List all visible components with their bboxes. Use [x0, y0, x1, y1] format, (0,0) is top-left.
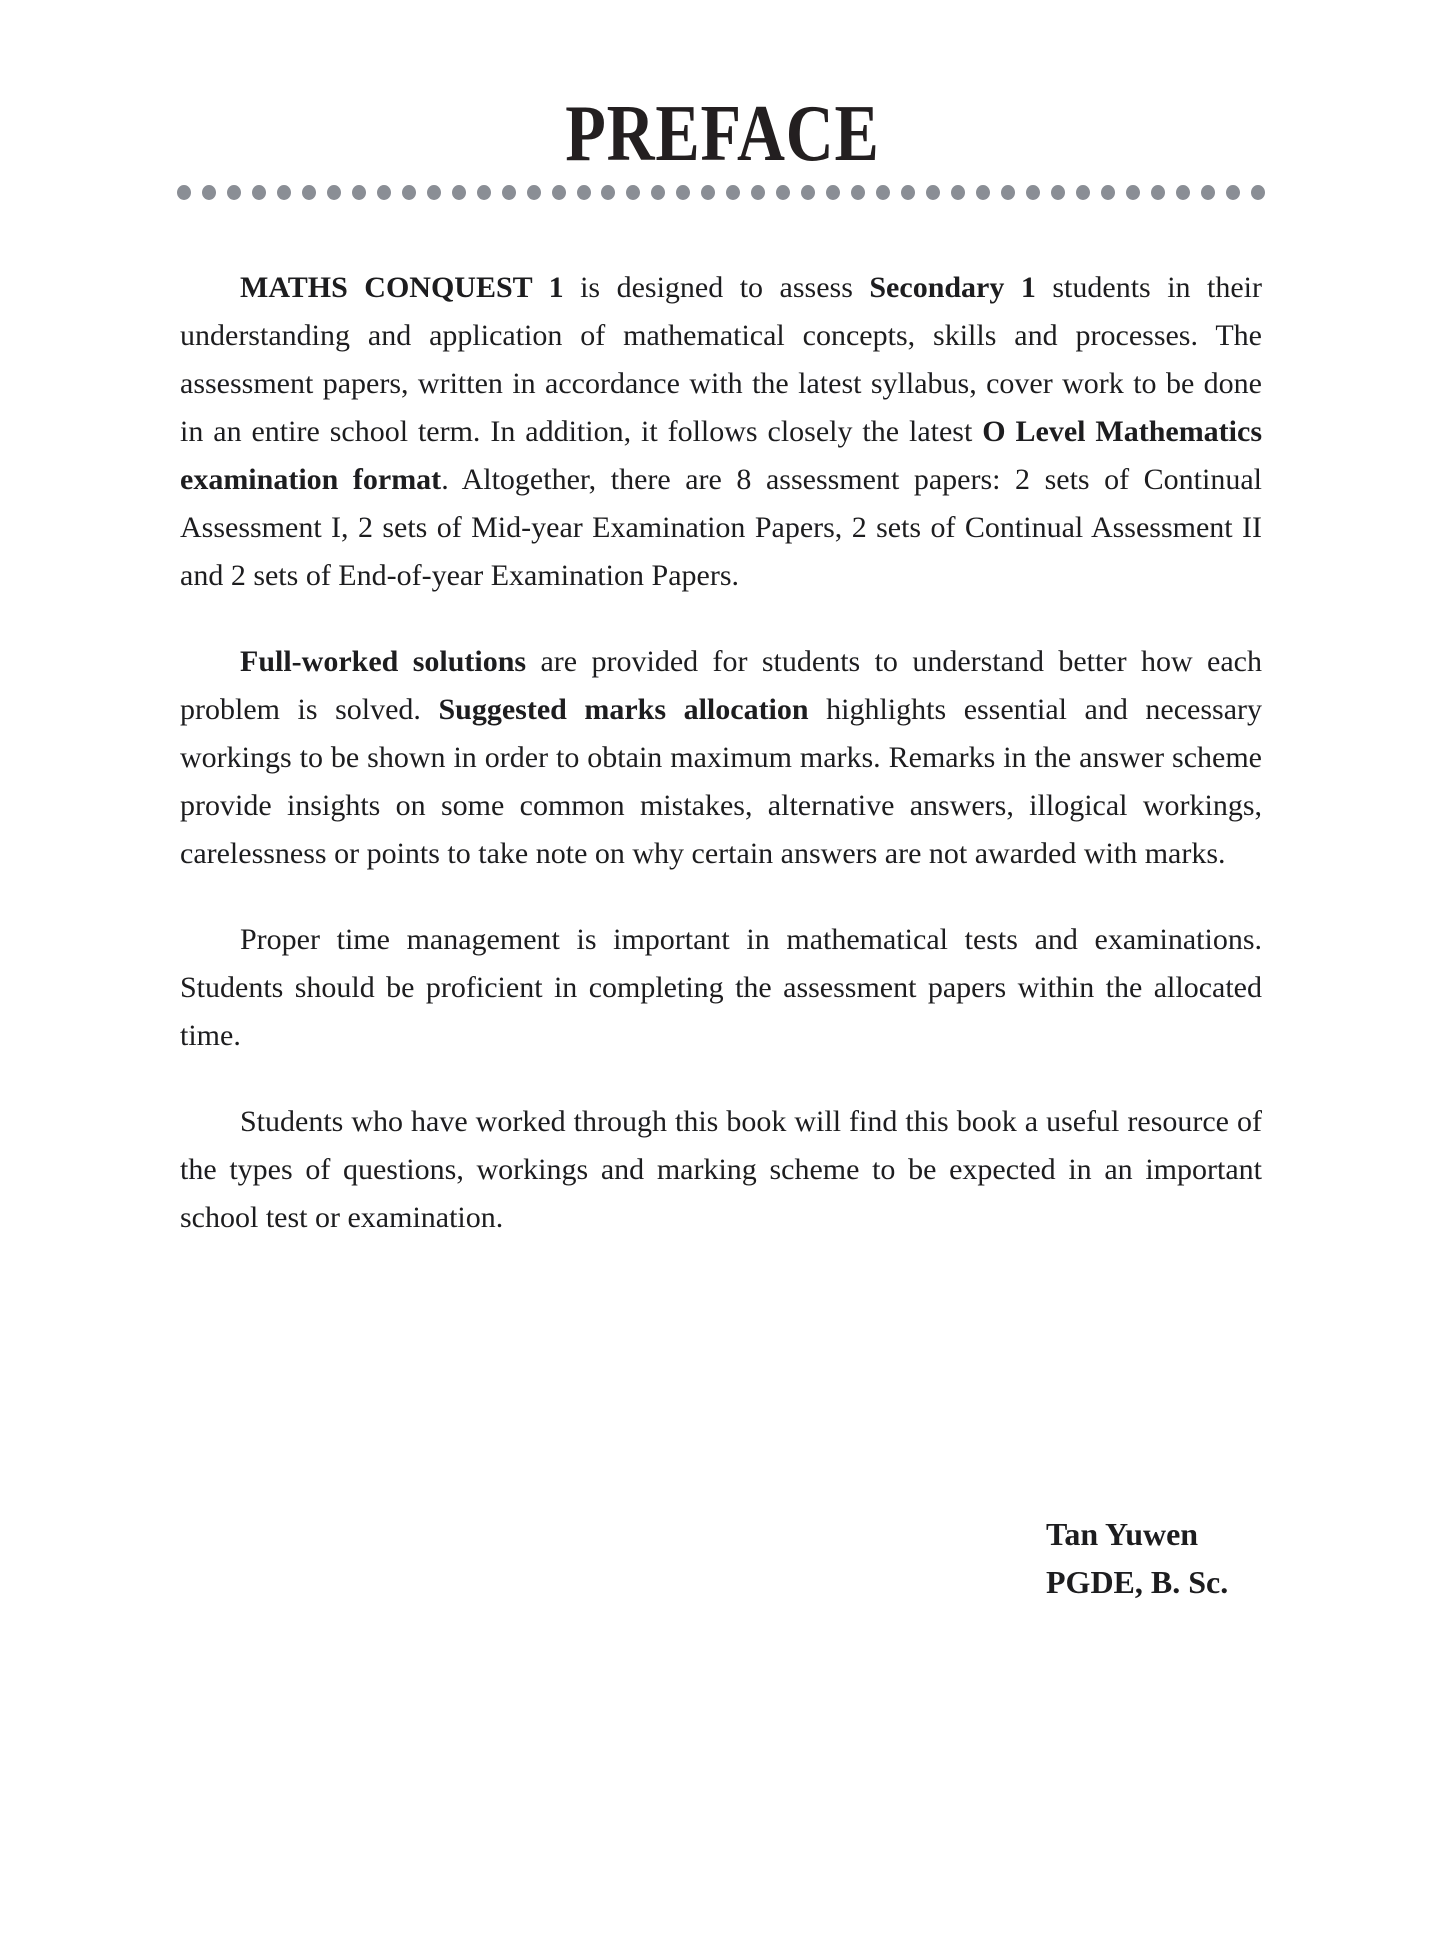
divider-dot: [1176, 185, 1190, 200]
divider-dot: [851, 185, 865, 200]
divider-dot: [776, 185, 790, 200]
divider-dot: [452, 185, 466, 200]
divider-dot: [552, 185, 566, 200]
page-title-text: PREFACE: [565, 90, 880, 178]
divider-dot: [502, 185, 516, 200]
divider-dot: [177, 185, 191, 200]
divider-dot: [352, 185, 366, 200]
divider-dot: [1251, 185, 1265, 200]
divider-dot: [1201, 185, 1215, 200]
bold-text: MATHS CONQUEST 1: [240, 271, 564, 304]
author-signature: [1046, 1510, 1228, 1606]
body-text-run: Proper time management is important in mathematical tests and examinations. Students should be proficient in completing the assessment papers within the allocated time.: [180, 923, 1262, 1052]
divider-dot: [302, 185, 316, 200]
bold-text: Full-worked solutions: [240, 645, 527, 678]
bold-text: O Level Mathematics examination format: [180, 415, 1262, 496]
divider-dot: [327, 185, 341, 200]
divider-dot: [277, 185, 291, 200]
divider-dot: [577, 185, 591, 200]
divider-dot: [1001, 185, 1015, 200]
divider-dot: [676, 185, 690, 200]
body-text-run: students in their understanding and application of mathematical concepts, skills and processes. The assessment papers, written in accordance with the latest syllabus, cover work to be done in an entire school term. In addition, it follows closely the latest: [180, 271, 1262, 448]
divider-dot: [801, 185, 815, 200]
preface-body: [180, 264, 1262, 1280]
bold-text: Secondary 1: [869, 271, 1036, 304]
divider-dot: [1051, 185, 1065, 200]
preface-paragraph: [180, 916, 1262, 1060]
divider-dot: [901, 185, 915, 200]
divider-dot: [402, 185, 416, 200]
divider-dot: [427, 185, 441, 200]
divider-dot: [202, 185, 216, 200]
divider-dot: [527, 185, 541, 200]
body-text-run: are provided for students to understand better how each problem is solved.: [180, 645, 1262, 726]
body-text-run: Students who have worked through this book will find this book a useful resource of the types of questions, workings and marking scheme to be expected in an important school test or examination.: [180, 1105, 1262, 1234]
preface-paragraph: [180, 264, 1262, 600]
divider-dot: [701, 185, 715, 200]
divider-dot: [976, 185, 990, 200]
divider-dot: [1151, 185, 1165, 200]
divider-dot: [377, 185, 391, 200]
divider-dot: [1101, 185, 1115, 200]
divider-dot: [876, 185, 890, 200]
body-text-run: . Altogether, there are 8 assessment papers: 2 sets of Continual Assessment I, 2 sets of Mid-year Examination Papers, 2 sets of Continual Assessment II and 2 sets of End-of-year Examination Papers.: [180, 463, 1263, 592]
divider-dot: [626, 185, 640, 200]
divider-dot: [1126, 185, 1140, 200]
divider-dot: [926, 185, 940, 200]
author-credentials: PGDE, B. Sc.: [1046, 1564, 1229, 1600]
divider-dot: [726, 185, 740, 200]
divider-dot: [651, 185, 665, 200]
divider-dot: [1026, 185, 1040, 200]
preface-paragraph: [180, 1098, 1262, 1242]
divider-dot: [951, 185, 965, 200]
divider-dot: [601, 185, 615, 200]
page-title: [0, 90, 1445, 178]
divider-dot: [751, 185, 765, 200]
body-text-run: is designed to assess: [563, 271, 870, 304]
divider-dot: [1076, 185, 1090, 200]
bold-text: Suggested marks allocation: [438, 693, 809, 726]
divider-dot: [252, 185, 266, 200]
divider-dot: [826, 185, 840, 200]
preface-paragraph: [180, 638, 1262, 878]
author-name: Tan Yuwen: [1046, 1516, 1199, 1552]
divider-dot: [477, 185, 491, 200]
divider-dot: [1226, 185, 1240, 200]
body-text-run: highlights essential and necessary workings to be shown in order to obtain maximum marks. Remarks in the answer scheme provide insights on some common mistakes, alternative answers, illogical workings, carelessness or points to take note on why certain answers are not awarded with marks.: [180, 693, 1263, 870]
dotted-divider: [177, 185, 1265, 200]
divider-dot: [227, 185, 241, 200]
